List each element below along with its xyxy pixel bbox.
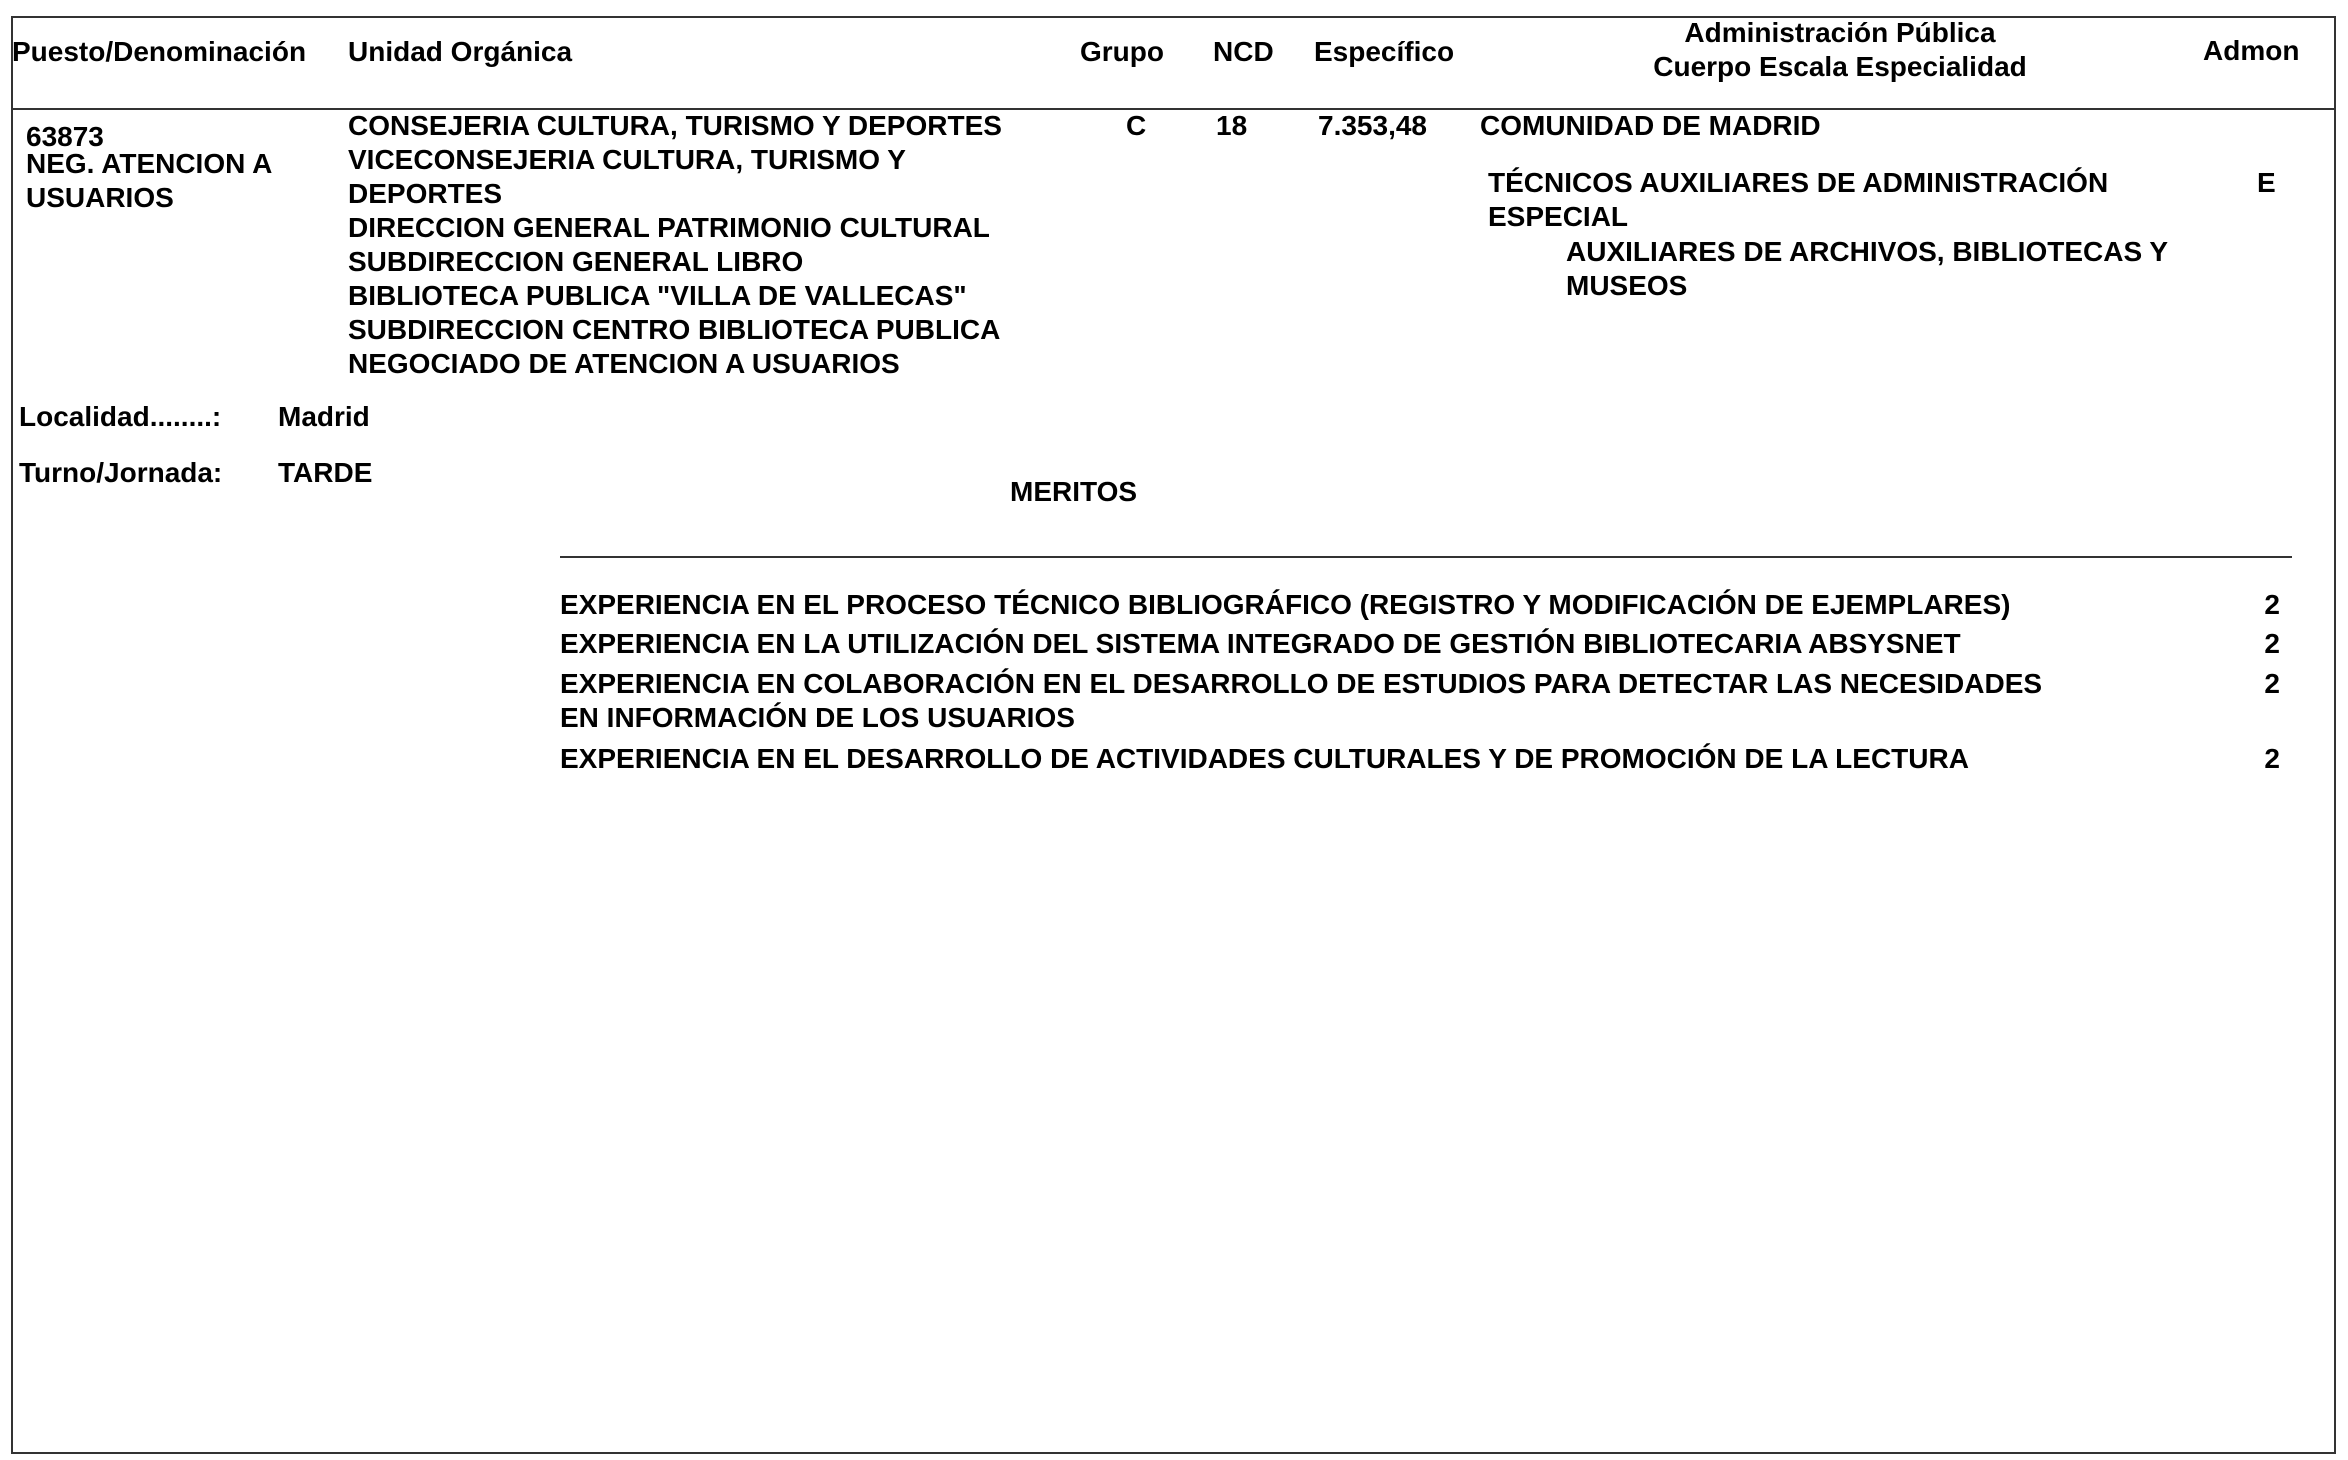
localidad-value: Madrid [278, 401, 370, 432]
escala-value [1566, 235, 2168, 303]
cuerpo-value [1488, 166, 2108, 234]
escala-line: AUXILIARES DE ARCHIVOS, BIBLIOTECAS Y [1566, 236, 2169, 267]
turno-label: Turno/Jornada: [19, 457, 223, 488]
header-puesto: Puesto/Denominación [12, 36, 307, 67]
escala-line: MUSEOS [1566, 270, 1688, 301]
unidad-organica [348, 109, 1002, 381]
ncd-value: 18 [1216, 110, 1248, 141]
unidad-line: SUBDIRECCION CENTRO BIBLIOTECA PUBLICA [348, 314, 1001, 345]
puesto-denominacion [26, 147, 272, 215]
merito-puntos: 2 [2264, 668, 2280, 699]
unidad-line: VICECONSEJERIA CULTURA, TURISMO Y [348, 144, 906, 175]
puesto-codigo: 63873 [26, 121, 104, 152]
unidad-line: DEPORTES [348, 178, 503, 209]
localidad-label: Localidad........: [19, 401, 222, 432]
merito-line: EN INFORMACIÓN DE LOS USUARIOS [560, 702, 1075, 733]
especifico-value: 7.353,48 [1318, 110, 1427, 141]
admon-value: E [2257, 167, 2276, 198]
meritos-title: MERITOS [1010, 476, 1138, 507]
merito-text: EXPERIENCIA EN LA UTILIZACIÓN DEL SISTEMA INTEGRADO DE GESTIÓN BIBLIOTECARIA ABSYSNET [560, 628, 1961, 659]
grupo-value: C [1126, 110, 1147, 141]
administracion-value: COMUNIDAD DE MADRID [1480, 110, 1821, 141]
unidad-line: CONSEJERIA CULTURA, TURISMO Y DEPORTES [348, 110, 1002, 141]
header-admon: Admon [2203, 35, 2300, 66]
merito-text: EXPERIENCIA EN EL PROCESO TÉCNICO BIBLIOGRÁFICO (REGISTRO Y MODIFICACIÓN DE EJEMPLARES) [560, 589, 2011, 620]
meritos-divider [560, 556, 2292, 558]
merito-puntos: 2 [2264, 743, 2280, 774]
turno-value: TARDE [278, 457, 373, 488]
merito-text: EXPERIENCIA EN EL DESARROLLO DE ACTIVIDADES CULTURALES Y DE PROMOCIÓN DE LA LECTURA [560, 743, 1969, 774]
unidad-line: SUBDIRECCION GENERAL LIBRO [348, 246, 804, 277]
unidad-line: BIBLIOTECA PUBLICA "VILLA DE VALLECAS" [348, 280, 967, 311]
header-cuerpo-escala: Cuerpo Escala Especialidad [1653, 51, 2027, 82]
header-administracion: Administración Pública [1684, 17, 1996, 48]
unidad-line: NEGOCIADO DE ATENCION A USUARIOS [348, 348, 900, 379]
merito-puntos: 2 [2264, 628, 2280, 659]
header-especifico: Específico [1314, 36, 1455, 67]
header-ncd: NCD [1213, 36, 1274, 67]
merito-text [560, 667, 2042, 735]
header-grupo: Grupo [1080, 36, 1164, 67]
header-unidad: Unidad Orgánica [348, 36, 573, 67]
denominacion-line: NEG. ATENCION A [26, 148, 273, 179]
merito-puntos: 2 [2264, 589, 2280, 620]
unidad-line: DIRECCION GENERAL PATRIMONIO CULTURAL [348, 212, 990, 243]
cuerpo-line: ESPECIAL [1488, 201, 1629, 232]
merito-line: EXPERIENCIA EN COLABORACIÓN EN EL DESARROLLO DE ESTUDIOS PARA DETECTAR LAS NECESIDADES [560, 668, 2043, 699]
cuerpo-line: TÉCNICOS AUXILIARES DE ADMINISTRACIÓN [1488, 167, 2109, 198]
denominacion-line: USUARIOS [26, 182, 174, 213]
